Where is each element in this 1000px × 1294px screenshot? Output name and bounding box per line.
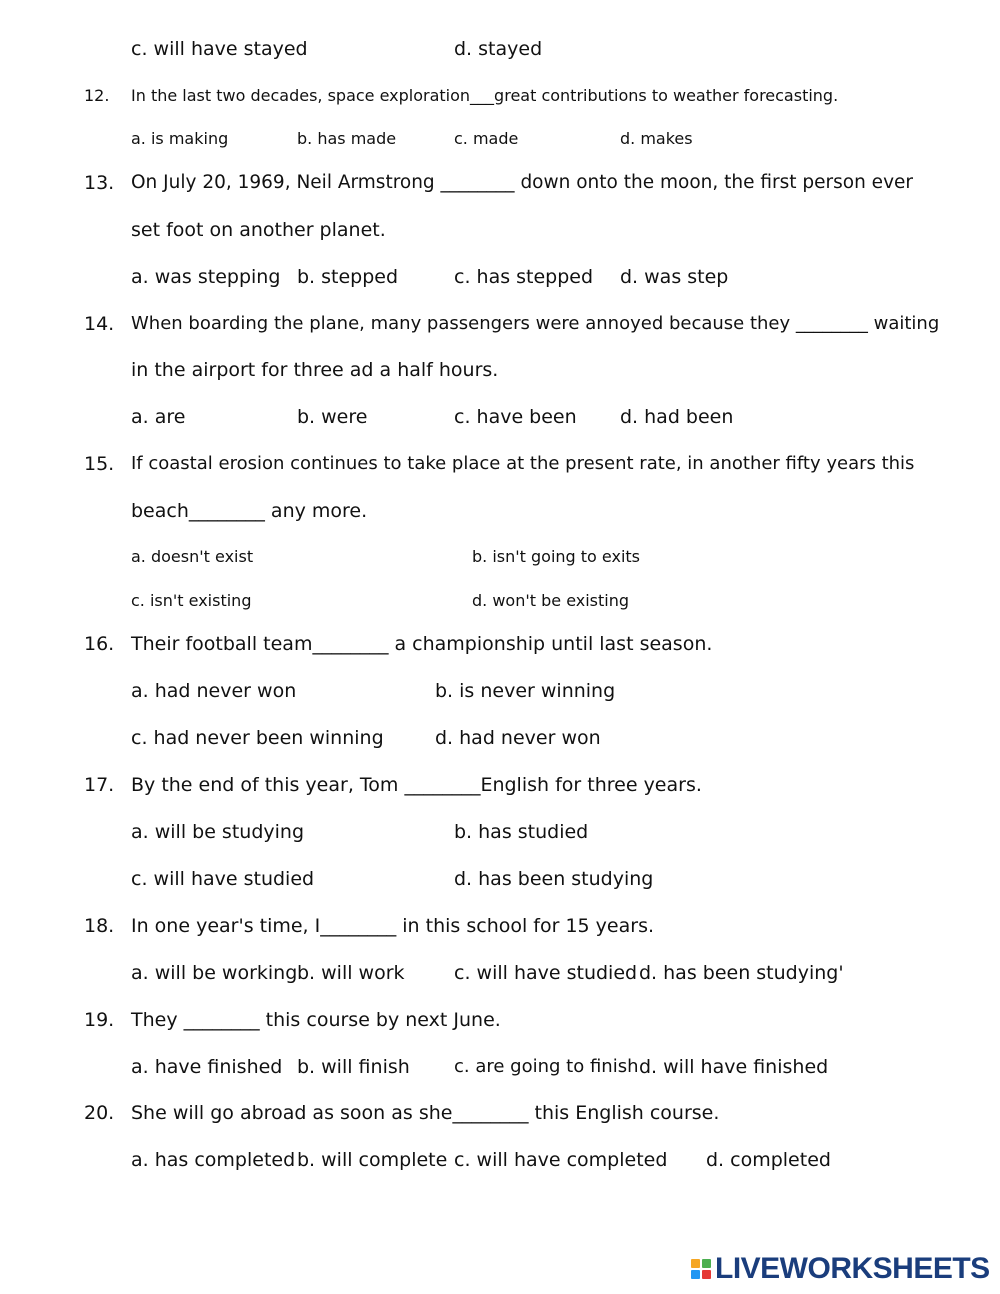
q13-option-c: c. has stepped bbox=[454, 266, 594, 288]
q19-option-a: a. have finished bbox=[131, 1056, 283, 1078]
q14-option-d: d. had been bbox=[620, 406, 734, 428]
q13-text-line2: set foot on another planet. bbox=[131, 219, 386, 241]
q11-option-c: c. will have stayed bbox=[131, 38, 308, 60]
q20-option-d: d. completed bbox=[706, 1149, 831, 1171]
q14-option-a: a. are bbox=[131, 406, 186, 428]
q17-option-a: a. will be studying bbox=[131, 821, 305, 843]
q15-option-b: b. isn't going to exits bbox=[472, 547, 641, 566]
q12-option-c: c. made bbox=[454, 129, 519, 148]
q19-option-d: d. will have finished bbox=[639, 1056, 829, 1078]
q11-option-d: d. stayed bbox=[454, 38, 543, 60]
q16-text: Their football team________ a championship until last season. bbox=[131, 633, 713, 655]
q13-option-a: a. was stepping bbox=[131, 266, 281, 288]
liveworksheets-logo bbox=[691, 1252, 990, 1286]
logo-grid-icon bbox=[691, 1259, 711, 1279]
logo-square-4 bbox=[702, 1270, 711, 1279]
q17-option-d: d. has been studying bbox=[454, 868, 654, 890]
q18-option-d: d. has been studying' bbox=[639, 962, 844, 984]
q13-option-b: b. stepped bbox=[297, 266, 399, 288]
q13-option-d: d. was step bbox=[620, 266, 729, 288]
q18-option-c: c. will have studied bbox=[454, 962, 638, 984]
q20-option-c: c. will have completed bbox=[454, 1149, 668, 1171]
q19-text: They ________ this course by next June. bbox=[131, 1009, 501, 1031]
q13-text-line1: On July 20, 1969, Neil Armstrong ________ down onto the moon, the first person ever bbox=[131, 172, 914, 193]
q13-number: 13. bbox=[84, 172, 115, 194]
q19-number: 19. bbox=[84, 1009, 115, 1031]
q17-option-b: b. has studied bbox=[454, 821, 589, 843]
logo-square-2 bbox=[702, 1259, 711, 1268]
q20-text: She will go abroad as soon as she________ this English course. bbox=[131, 1102, 720, 1124]
q16-number: 16. bbox=[84, 633, 115, 655]
q12-text: In the last two decades, space exploration___great contributions to weather forecasting. bbox=[131, 86, 839, 105]
q12-option-a: a. is making bbox=[131, 129, 229, 148]
q17-option-c: c. will have studied bbox=[131, 868, 315, 890]
q16-option-a: a. had never won bbox=[131, 680, 297, 702]
logo-text: LIVEWORKSHEETS bbox=[715, 1252, 990, 1285]
q16-option-d: d. had never won bbox=[435, 727, 601, 749]
q15-option-c: c. isn't existing bbox=[131, 591, 252, 610]
logo-square-3 bbox=[691, 1270, 700, 1279]
logo-square-1 bbox=[691, 1259, 700, 1268]
q12-number: 12. bbox=[84, 86, 110, 105]
q17-text: By the end of this year, Tom ________English for three years. bbox=[131, 774, 702, 796]
q20-option-b: b. will complete bbox=[297, 1149, 448, 1171]
q18-number: 18. bbox=[84, 915, 115, 937]
q15-text-line2: beach________ any more. bbox=[131, 500, 368, 522]
q18-text: In one year's time, I________ in this school for 15 years. bbox=[131, 915, 655, 937]
q20-option-a: a. has completed bbox=[131, 1149, 296, 1171]
q18-option-b: b. will work bbox=[297, 962, 405, 984]
q19-option-c: c. are going to finish bbox=[454, 1056, 639, 1077]
q20-number: 20. bbox=[84, 1102, 115, 1124]
q17-number: 17. bbox=[84, 774, 115, 796]
q14-option-b: b. were bbox=[297, 406, 368, 428]
q14-option-c: c. have been bbox=[454, 406, 577, 428]
q19-option-b: b. will finish bbox=[297, 1056, 410, 1078]
q12-option-b: b. has made bbox=[297, 129, 397, 148]
q14-text-line2: in the airport for three ad a half hours. bbox=[131, 359, 499, 381]
q15-number: 15. bbox=[84, 453, 115, 475]
q18-option-a: a. will be working bbox=[131, 962, 298, 984]
q14-text-line1: When boarding the plane, many passengers were annoyed because they ________ waiting bbox=[131, 313, 940, 334]
q15-text-line1: If coastal erosion continues to take place at the present rate, in another fifty years this bbox=[131, 453, 915, 474]
q15-option-d: d. won't be existing bbox=[472, 591, 630, 610]
q15-option-a: a. doesn't exist bbox=[131, 547, 254, 566]
q16-option-b: b. is never winning bbox=[435, 680, 616, 702]
q14-number: 14. bbox=[84, 313, 115, 335]
q12-option-d: d. makes bbox=[620, 129, 693, 148]
q16-option-c: c. had never been winning bbox=[131, 727, 384, 749]
